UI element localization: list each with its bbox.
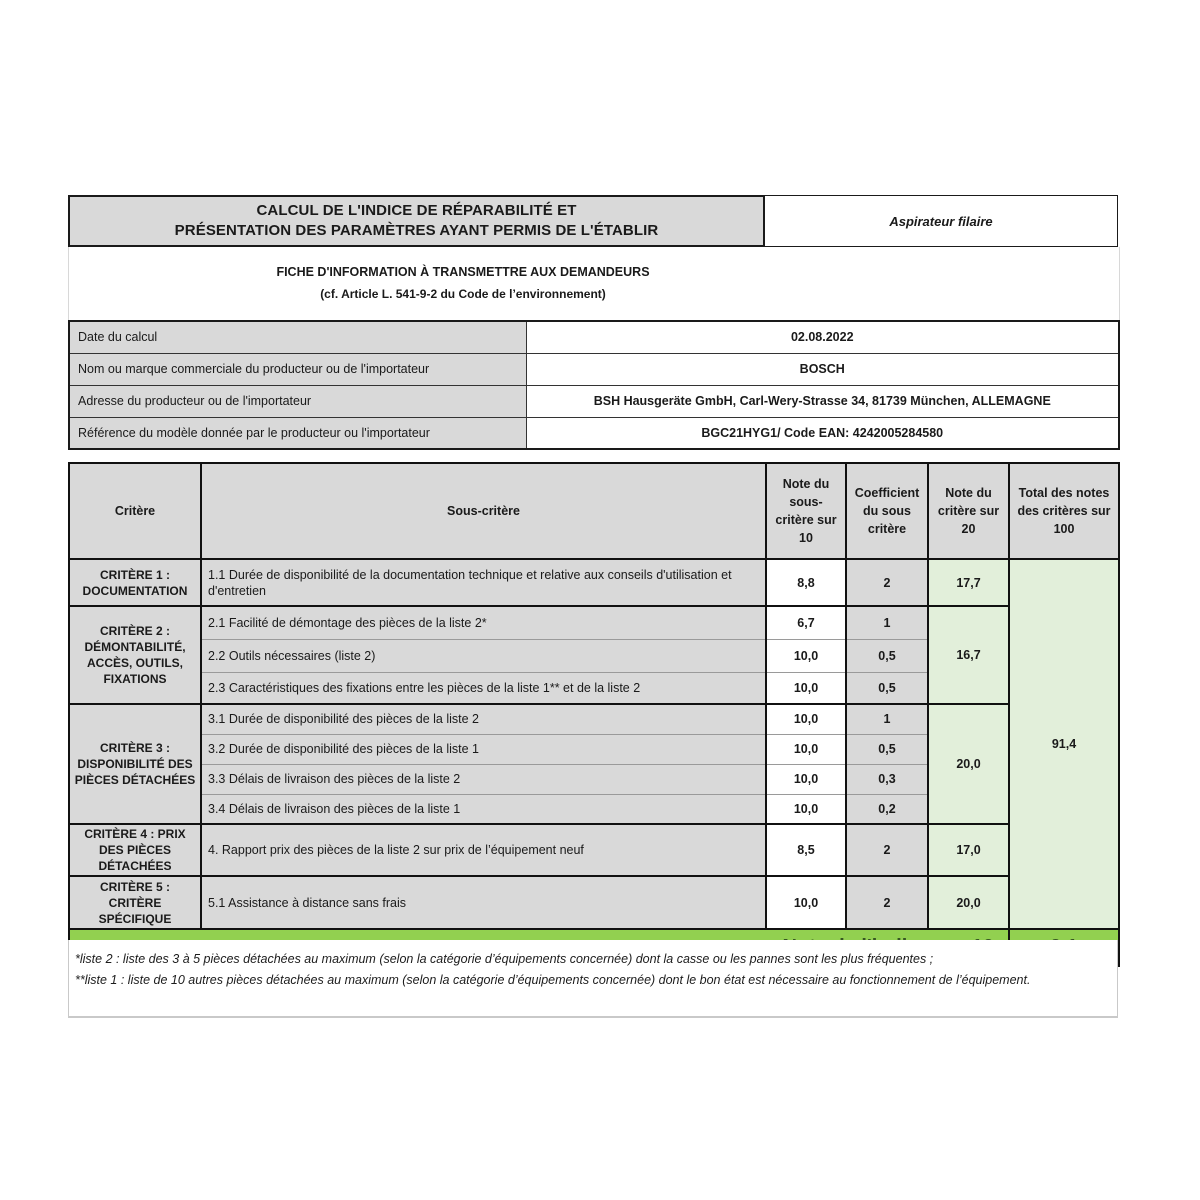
sub-criterion-5-1: 5.1 Assistance à distance sans frais [201,876,766,929]
column-header-coefficient: Coefficient du sous critère [846,463,928,559]
note20-criterion-3: 20,0 [928,704,1009,824]
score-table-header-row [69,463,1119,559]
sub-criterion-3-3: 3.3 Délais de livraison des pièces de la liste 2 [201,764,766,794]
coef-3-2: 0,5 [846,734,928,764]
coef-2-3: 0,5 [846,672,928,704]
coef-5-1: 2 [846,876,928,929]
product-type-label: Aspirateur filaire [889,213,993,229]
column-header-critere: Critère [69,463,201,559]
sub-criterion-3-2: 3.2 Durée de disponibilité des pièces de la liste 1 [201,734,766,764]
note10-2-1: 6,7 [766,606,846,639]
product-info-table [68,320,1120,450]
sub-criterion-2-1: 2.1 Facilité de démontage des pièces de la liste 2* [201,606,766,639]
info-row-brand [69,353,1119,385]
column-header-total: Total des notes des critères sur 100 [1009,463,1119,559]
footnotes-section [68,940,1118,1018]
note10-3-3: 10,0 [766,764,846,794]
footnote-liste-2: *liste 2 : liste des 3 à 5 pièces détachées au maximum (selon la catégorie d’équipements concernée) dont la casse ou les pannes sont les plus fréquentes ; [75,952,934,966]
note10-3-4: 10,0 [766,794,846,824]
note10-4: 8,5 [766,824,846,876]
fiche-section [68,247,1120,320]
info-label-brand: Nom ou marque commerciale du producteur ou de l'importateur [69,353,526,385]
column-header-sous-critere: Sous-critère [201,463,766,559]
fiche-subtitle: (cf. Article L. 541-9-2 du Code de l’environnement) [320,287,606,301]
table-row [69,606,1119,639]
criterion-1-label: CRITÈRE 1 : DOCUMENTATION [69,559,201,606]
table-row [69,876,1119,929]
info-value-reference: BGC21HYG1/ Code EAN: 4242005284580 [526,417,1119,449]
info-label-address: Adresse du producteur ou de l'importateur [69,385,526,417]
table-row [69,559,1119,606]
info-value-address: BSH Hausgeräte GmbH, Carl-Wery-Strasse 34, 81739 München, ALLEMAGNE [526,385,1119,417]
note20-criterion-4: 17,0 [928,824,1009,876]
info-value-date: 02.08.2022 [526,321,1119,353]
criterion-4-label: CRITÈRE 4 : PRIX DES PIÈCES DÉTACHÉES [69,824,201,876]
note10-5-1: 10,0 [766,876,846,929]
title-row [68,195,1118,247]
column-header-note-sous-critere: Note du sous-critère sur 10 [766,463,846,559]
note10-2-3: 10,0 [766,672,846,704]
criterion-3-label: CRITÈRE 3 : DISPONIBILITÉ DES PIÈCES DÉTACHÉES [69,704,201,824]
column-header-note-critere: Note du critère sur 20 [928,463,1009,559]
info-value-brand: BOSCH [526,353,1119,385]
sub-criterion-2-3: 2.3 Caractéristiques des fixations entre les pièces de la liste 1** et de la liste 2 [201,672,766,704]
table-row [69,824,1119,876]
sub-criterion-4: 4. Rapport prix des pièces de la liste 2 sur prix de l’équipement neuf [201,824,766,876]
criterion-5-label: CRITÈRE 5 : CRITÈRE SPÉCIFIQUE [69,876,201,929]
document-title-line-1: CALCUL DE L'INDICE DE RÉPARABILITÉ ET [256,202,577,219]
coef-4: 2 [846,824,928,876]
info-row-address [69,385,1119,417]
coef-3-4: 0,2 [846,794,928,824]
score-table [68,462,1120,967]
info-label-reference: Référence du modèle donnée par le producteur ou l'importateur [69,417,526,449]
info-row-date [69,321,1119,353]
coef-3-1: 1 [846,704,928,734]
criterion-2-label: CRITÈRE 2 : DÉMONTABILITÉ, ACCÈS, OUTILS, FIXATIONS [69,606,201,704]
coef-1-1: 2 [846,559,928,606]
note10-1-1: 8,8 [766,559,846,606]
sub-criterion-3-1: 3.1 Durée de disponibilité des pièces de la liste 2 [201,704,766,734]
sub-criterion-1-1: 1.1 Durée de disponibilité de la documentation technique et relative aux conseils d'utilisation et d'entretien [201,559,766,606]
note20-criterion-5: 20,0 [928,876,1009,929]
fiche-title: FICHE D'INFORMATION À TRANSMETTRE AUX DEMANDEURS [276,265,650,279]
info-label-date: Date du calcul [69,321,526,353]
sub-criterion-2-2: 2.2 Outils nécessaires (liste 2) [201,639,766,672]
footnote-liste-1: **liste 1 : liste de 10 autres pièces détachées au maximum (selon la catégorie d’équipements concernée) dont le bon état est nécessaire au fonctionnement de l’équipement. [75,973,1031,987]
note20-criterion-1: 17,7 [928,559,1009,606]
fiche-text-block [69,247,857,305]
product-type-box [765,195,1118,247]
coef-2-2: 0,5 [846,639,928,672]
note10-3-2: 10,0 [766,734,846,764]
document-title-line-2: PRÉSENTATION DES PARAMÈTRES AYANT PERMIS DE L'ÉTABLIR [174,222,659,239]
total-notes-sur-100: 91,4 [1009,559,1119,929]
document-title-box [68,195,765,247]
coef-2-1: 1 [846,606,928,639]
note20-criterion-2: 16,7 [928,606,1009,704]
table-row [69,704,1119,734]
note10-2-2: 10,0 [766,639,846,672]
sub-criterion-3-4: 3.4 Délais de livraison des pièces de la liste 1 [201,794,766,824]
note10-3-1: 10,0 [766,704,846,734]
info-row-reference [69,417,1119,449]
coef-3-3: 0,3 [846,764,928,794]
